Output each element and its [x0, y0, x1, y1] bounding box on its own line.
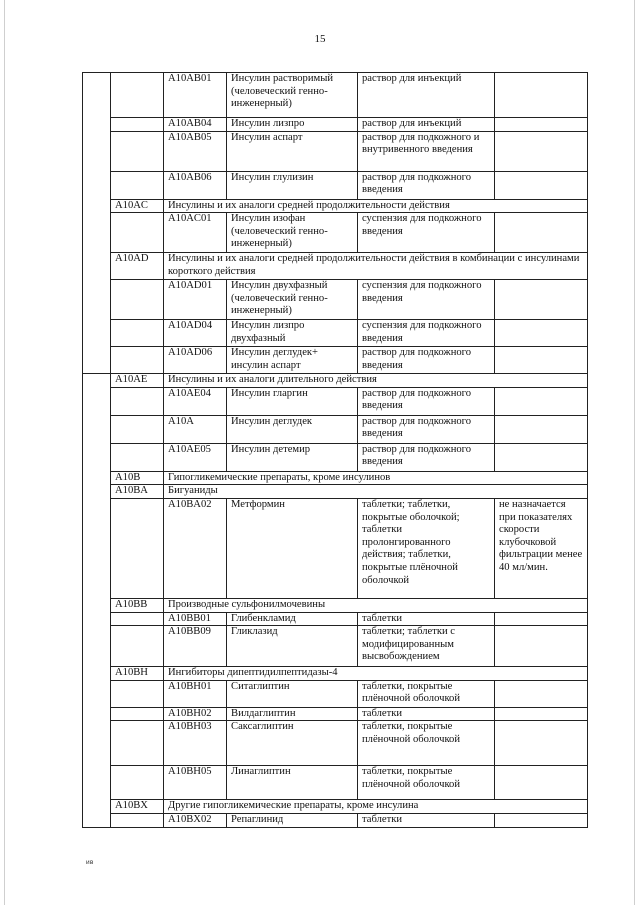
atc-code: A10AD01	[164, 280, 227, 320]
group-row	[83, 800, 588, 814]
table-row	[83, 213, 588, 253]
table-row	[83, 347, 588, 374]
group-row	[83, 199, 588, 213]
group-title: Инсулины и их аналоги средней продолжительности действия в комбинации с инсулинами короткого действия	[164, 253, 588, 280]
dosage-form: таблетки, покрытые плёночной оболочкой	[358, 766, 495, 800]
sub-code-cell	[111, 443, 164, 471]
atc-code: A10BH03	[164, 721, 227, 766]
note-cell	[495, 612, 588, 626]
dosage-form: таблетки	[358, 707, 495, 721]
sub-code-cell	[111, 813, 164, 827]
group-title: Другие гипогликемические препараты, кроме инсулина	[164, 800, 588, 814]
drug-name: Инсулин детемир	[227, 443, 358, 471]
table-body	[83, 73, 588, 828]
dosage-form: раствор для подкожного и внутривенного введения	[358, 131, 495, 171]
drug-name: Инсулин глулизин	[227, 171, 358, 199]
sub-code-cell	[111, 73, 164, 118]
dosage-form: суспензия для подкожного введения	[358, 213, 495, 253]
atc-code: A10BH01	[164, 680, 227, 707]
table-row	[83, 813, 588, 827]
drug-name: Инсулин двухфазный (человеческий генно-инженерный)	[227, 280, 358, 320]
group-title: Инсулины и их аналоги длительного действия	[164, 374, 588, 388]
atc-code: A10AB04	[164, 118, 227, 132]
table-row	[83, 171, 588, 199]
note-cell	[495, 171, 588, 199]
sub-code-cell	[111, 320, 164, 347]
sub-code-cell	[111, 626, 164, 667]
sub-code-cell	[111, 280, 164, 320]
sub-code-cell	[111, 415, 164, 443]
table-row	[83, 118, 588, 132]
drug-name: Инсулин растворимый (человеческий генно-инженерный)	[227, 73, 358, 118]
note-cell	[495, 213, 588, 253]
dosage-form: раствор для подкожного введения	[358, 347, 495, 374]
table-row	[83, 320, 588, 347]
group-code: A10AE	[111, 374, 164, 388]
table-row	[83, 387, 588, 415]
note-cell	[495, 347, 588, 374]
atc-code: A10AC01	[164, 213, 227, 253]
atc-code: A10BH02	[164, 707, 227, 721]
group-title: Производные сульфонилмочевины	[164, 598, 588, 612]
dosage-form: раствор для инъекций	[358, 73, 495, 118]
scan-right-edge	[634, 0, 635, 905]
note-cell	[495, 131, 588, 171]
note-cell	[495, 118, 588, 132]
dosage-form: суспензия для подкожного введения	[358, 320, 495, 347]
atc-code: A10AD06	[164, 347, 227, 374]
table-row	[83, 766, 588, 800]
drug-name: Инсулин деглудек	[227, 415, 358, 443]
note-cell	[495, 707, 588, 721]
dosage-form: таблетки	[358, 813, 495, 827]
sub-code-cell	[111, 707, 164, 721]
note-cell	[495, 813, 588, 827]
atc-code: A10AE04	[164, 387, 227, 415]
scan-mark: ив	[86, 859, 94, 866]
sub-code-cell	[111, 131, 164, 171]
drug-name: Саксаглиптин	[227, 721, 358, 766]
table-row	[83, 498, 588, 598]
table-row	[83, 721, 588, 766]
drug-name: Инсулин лизпро двухфазный	[227, 320, 358, 347]
drug-name: Гликлазид	[227, 626, 358, 667]
note-cell	[495, 766, 588, 800]
dosage-form: раствор для подкожного введения	[358, 415, 495, 443]
dosage-form: раствор для подкожного введения	[358, 171, 495, 199]
atc-code: A10AD04	[164, 320, 227, 347]
dosage-form: таблетки, покрытые плёночной оболочкой	[358, 680, 495, 707]
group-code: A10BX	[111, 800, 164, 814]
dosage-form: таблетки; таблетки, покрытые оболочкой; таблетки пролонгированного действия; таблетки, покрытые плёночной оболочкой	[358, 498, 495, 598]
group-code: A10B	[111, 471, 164, 485]
note-cell	[495, 415, 588, 443]
left-gap-cell	[83, 73, 111, 374]
drug-name: Инсулин аспарт	[227, 131, 358, 171]
group-code: A10AC	[111, 199, 164, 213]
atc-code: A10AB01	[164, 73, 227, 118]
atc-code: A10A	[164, 415, 227, 443]
drug-name: Инсулин лизпро	[227, 118, 358, 132]
drug-name: Инсулин изофан (человеческий генно-инженерный)	[227, 213, 358, 253]
sub-code-cell	[111, 721, 164, 766]
atc-code: A10BX02	[164, 813, 227, 827]
sub-code-cell	[111, 387, 164, 415]
group-row	[83, 667, 588, 681]
sub-code-cell	[111, 171, 164, 199]
note-cell	[495, 626, 588, 667]
note-cell	[495, 721, 588, 766]
atc-code: A10BA02	[164, 498, 227, 598]
sub-code-cell	[111, 766, 164, 800]
sub-code-cell	[111, 118, 164, 132]
atc-code: A10BB01	[164, 612, 227, 626]
drug-name: Глибенкламид	[227, 612, 358, 626]
sub-code-cell	[111, 612, 164, 626]
table-row	[83, 443, 588, 471]
group-title: Гипогликемические препараты, кроме инсулинов	[164, 471, 588, 485]
table-row	[83, 626, 588, 667]
atc-code: A10AE05	[164, 443, 227, 471]
sub-code-cell	[111, 498, 164, 598]
sub-code-cell	[111, 680, 164, 707]
note-cell	[495, 280, 588, 320]
group-row	[83, 374, 588, 388]
group-row	[83, 485, 588, 499]
drug-name: Метформин	[227, 498, 358, 598]
table-row	[83, 73, 588, 118]
drug-name: Инсулин деглудек+ инсулин аспарт	[227, 347, 358, 374]
group-row	[83, 598, 588, 612]
atc-code: A10AB05	[164, 131, 227, 171]
group-title: Ингибиторы дипептидилпептидазы-4	[164, 667, 588, 681]
note-cell	[495, 320, 588, 347]
dosage-form: таблетки, покрытые плёночной оболочкой	[358, 721, 495, 766]
group-code: A10BH	[111, 667, 164, 681]
dosage-form: таблетки	[358, 612, 495, 626]
drug-name: Вилдаглиптин	[227, 707, 358, 721]
drug-name: Линаглиптин	[227, 766, 358, 800]
dosage-form: таблетки; таблетки с модифицированным высвобождением	[358, 626, 495, 667]
drug-name: Инсулин гларгин	[227, 387, 358, 415]
table-row	[83, 680, 588, 707]
drug-name: Репаглинид	[227, 813, 358, 827]
atc-code: A10BH05	[164, 766, 227, 800]
dosage-form: раствор для подкожного введения	[358, 387, 495, 415]
note-cell: не назначается при показателях скорости клубочковой фильтрации менее 40 мл/мин.	[495, 498, 588, 598]
dosage-form: раствор для инъекций	[358, 118, 495, 132]
table-row	[83, 612, 588, 626]
left-gap-cell	[83, 374, 111, 827]
scan-left-edge	[4, 0, 5, 905]
sub-code-cell	[111, 347, 164, 374]
table-row	[83, 280, 588, 320]
drug-table	[82, 72, 588, 828]
table-row	[83, 131, 588, 171]
atc-code: A10AB06	[164, 171, 227, 199]
group-code: A10BB	[111, 598, 164, 612]
note-cell	[495, 443, 588, 471]
group-code: A10BA	[111, 485, 164, 499]
drug-name: Ситаглиптин	[227, 680, 358, 707]
group-title: Бигуаниды	[164, 485, 588, 499]
note-cell	[495, 680, 588, 707]
group-row	[83, 253, 588, 280]
atc-code: A10BB09	[164, 626, 227, 667]
group-row	[83, 471, 588, 485]
note-cell	[495, 73, 588, 118]
table-row	[83, 415, 588, 443]
dosage-form: раствор для подкожного введения	[358, 443, 495, 471]
dosage-form: суспензия для подкожного введения	[358, 280, 495, 320]
table-row	[83, 707, 588, 721]
note-cell	[495, 387, 588, 415]
page-number: 15	[314, 33, 326, 45]
group-title: Инсулины и их аналоги средней продолжительности действия	[164, 199, 588, 213]
sub-code-cell	[111, 213, 164, 253]
group-code: A10AD	[111, 253, 164, 280]
